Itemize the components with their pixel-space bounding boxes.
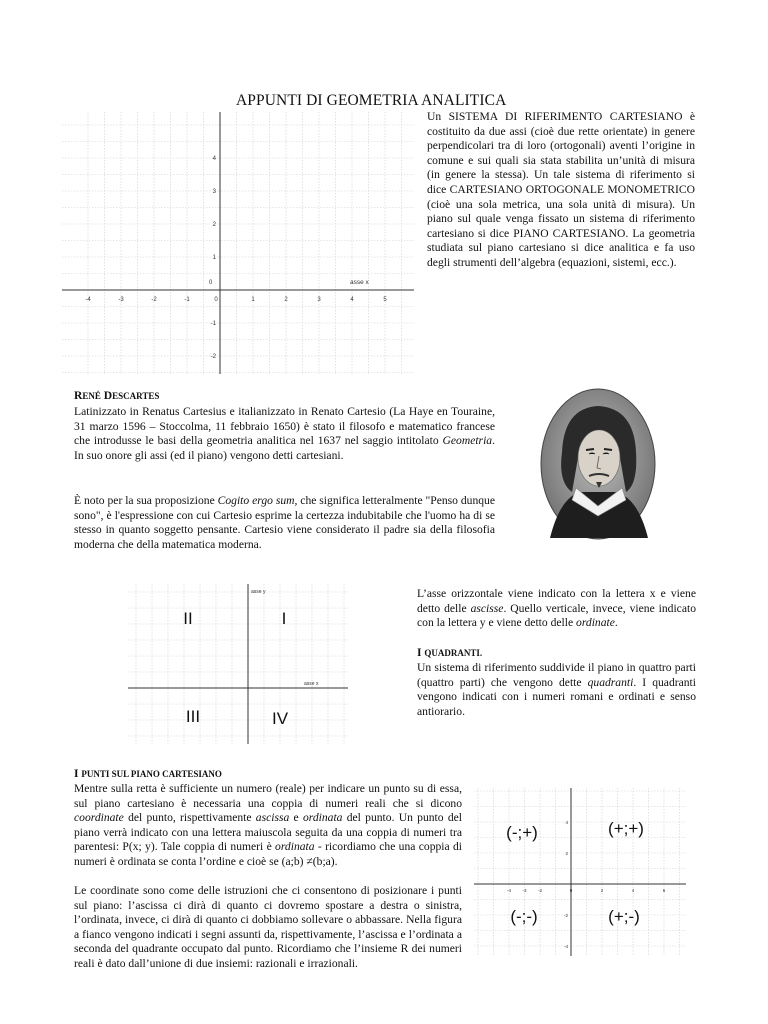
x-tick-label: -3 — [118, 297, 124, 303]
punti-paragraph-1: Mentre sulla retta è sufficiente un numero (reale) per indicare un punto su di essa, sul piano cartesiano è necessaria una coppia di numeri reali che si dicono coordinate del punto, rispettivamente ascissa e ordinata del punto. Un punto del piano verrà indicato con una lettera maiuscola seguita da una coppia di numeri tra parentesi: P(x; y). Tale coppia di numeri è ordinata - ricordiamo che una coppia di numeri è ordinata se conta l’ordine e cioè se (a;b) ≠(b;a). — [74, 782, 462, 868]
y-tick-label: -2 — [210, 354, 216, 360]
intro-paragraph: Un SISTEMA DI RIFERIMENTO CARTESIANO è costituito da due assi (cioè due rette orientate) in genere perpendicolari tra di loro (ortogonali) aventi l’origine in comune e sui quali sia stata stabilita un’unità di misura (in genere la stessa). Un tale sistema di riferimento si dice CARTESIANO ORTOGONALE MONOMETRICO (cioè una sola metrica, una sola unità di misura). Un piano sul quale venga fissato un sistema di riferimento cartesiano si dice PIANO CARTESIANO. La geometria studiata sul piano cartesiano si dice analitica e fa uso degli strumenti dell’algebra (equazioni, sistemi, ecc.). — [427, 110, 695, 269]
x-tick-label: 5 — [383, 297, 387, 303]
x-tick-label: -4 — [85, 297, 91, 303]
y-tick-label: 0 — [209, 280, 213, 286]
axes-paragraph: L’asse orizzontale viene indicato con la lettera x e viene detto delle ascisse. Quello verticale, invece, viene indicato con la lettera y e viene detto delle ordinate. — [417, 587, 696, 630]
sign-label: (-;+) — [506, 823, 538, 842]
x-axis-label: asse x — [304, 681, 319, 687]
page-title: APPUNTI DI GEOMETRIA ANALITICA — [236, 92, 507, 109]
cartesian-plane-graph — [62, 112, 414, 374]
y-tick-label: 1 — [212, 255, 216, 261]
y-tick-label: 4 — [565, 820, 568, 825]
x-tick-label: -4 — [506, 888, 512, 893]
x-tick-label: 0 — [214, 297, 218, 303]
x-tick-label: 1 — [251, 297, 255, 303]
sign-label: (+;-) — [608, 907, 640, 926]
sign-label: (+;+) — [608, 819, 644, 838]
y-tick-label: -2 — [563, 913, 568, 918]
quadrants-graph — [128, 584, 348, 744]
x-tick-label: 4 — [350, 297, 354, 303]
sign-label: (-;-) — [510, 907, 538, 926]
y-tick-label: 2 — [212, 222, 216, 228]
x-tick-label: -1 — [184, 297, 190, 303]
quadrant-label: II — [183, 609, 193, 628]
punti-heading: I PUNTI SUL PIANO CARTESIANO — [74, 767, 222, 780]
descartes-portrait — [540, 388, 656, 540]
quadrant-label: IV — [271, 709, 289, 728]
y-tick-label: 4 — [212, 156, 216, 162]
signs-graph — [474, 788, 686, 956]
x-tick-label: 2 — [600, 888, 604, 893]
y-tick-label: -1 — [210, 321, 216, 327]
x-tick-label: -3 — [522, 888, 527, 893]
quadrant-label: I — [281, 609, 287, 628]
x-tick-label: -2 — [537, 888, 543, 893]
x-tick-label: -2 — [151, 297, 157, 303]
x-tick-label: 3 — [317, 297, 321, 303]
punti-paragraph-2: Le coordinate sono come delle istruzioni che ci consentono di posizionare i punti sul piano: l’ascissa ci dirà di quanto ci dovremo spostare a destra o sinistra, l’ordinata, invece, ci dirà di quanto ci dobbiamo sollevare o abbassare. Nella figura a fianco vengono indicati i segni assunti da, rispettivamente, l’ascissa e l’ordinata a seconda del quadrante occupato dal punto. Ricordiamo che l’insieme R dei numeri reali è dato dall’unione di due insiemi: razionali e irrazionali. — [74, 884, 462, 970]
y-tick-label: 3 — [212, 189, 216, 195]
quadranti-heading: I QUADRANTI. — [417, 646, 483, 659]
y-tick-label: -4 — [563, 944, 568, 949]
quadrant-label: III — [185, 707, 201, 726]
x-tick-label: 0 — [569, 888, 573, 893]
y-axis-label: asse y — [251, 589, 266, 595]
y-tick-label: 2 — [565, 851, 568, 856]
descartes-paragraph-2: È noto per la sua proposizione Cogito ergo sum, che significa letteralmente "Penso dunque sono", è l'espressione con cui Cartesio esprime la certezza indubitabile che l'uomo ha di se stesso in quanto soggetto pensante. Cartesio viene considerato il padre sia della filosofia moderna che della matematica moderna. — [74, 494, 495, 551]
descartes-paragraph-1: Latinizzato in Renatus Cartesius e italianizzato in Renato Cartesio (La Haye en Touraine, 31 marzo 1596 – Stoccolma, 11 febbraio 1650) è stato il filosofo e matematico francese che introdusse le basi della geometria analitica nel 1637 nel saggio intitolato Geometria. In suo onore gli assi (ed il piano) vengono detti cartesiani. — [74, 405, 495, 462]
x-tick-label: 4 — [631, 888, 635, 893]
descartes-heading: RENÉ DESCARTES — [74, 389, 160, 402]
x-tick-label: 2 — [284, 297, 288, 303]
quadranti-paragraph: Un sistema di riferimento suddivide il piano in quattro parti (quattro parti) che vengono dette quadranti. I quadranti vengono indicati con i numeri romani e ordinati e senso antiorario. — [417, 661, 696, 718]
x-tick-label: 6 — [662, 888, 666, 893]
x-axis-label: asse x — [350, 279, 369, 286]
